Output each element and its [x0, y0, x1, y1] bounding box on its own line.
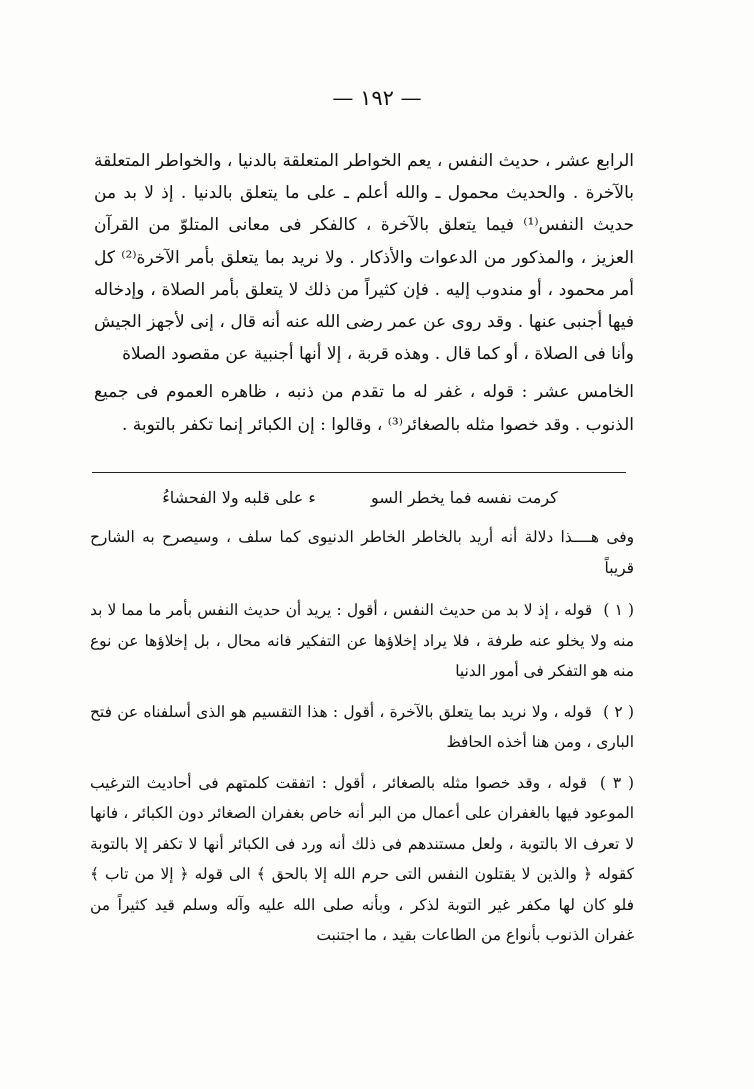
- footnote-marker: ( ١ ): [603, 601, 634, 619]
- page-number: — ١٩٢ —: [332, 86, 422, 110]
- footnote-intro: وفى هــــذا دلالة أنه أريد بالخاطر الخاطر الدنيوى كما سلف ، وسيصرح به الشارح قريباً: [90, 528, 634, 577]
- verse-hemistich-first: كرمت نفسه فما يخطر السو: [370, 488, 558, 507]
- footnote-item: [90, 768, 634, 951]
- footnote-item: [90, 595, 634, 687]
- footnote-marker: ( ٢ ): [603, 702, 634, 721]
- main-text: [94, 145, 634, 441]
- footnote-marker: ( ٣ ): [599, 773, 634, 792]
- footnotes-section: [90, 522, 634, 961]
- footnote-text: قوله ، إذ لا بد من حديث النفس ، أقول : يريد أن حديث النفس بأمر ما مما لا بد منه ولا يخلو عنه طرفة ، فلا يراد إخلاؤها عن التفكير فانه محال ، بل إخلاؤها عن نوع منه هو التفكر فى أمور الدنيا: [90, 601, 634, 680]
- paragraph-fifteenth: الخامس عشر : قوله ، غفر له ما تقدم من ذنبه ، ظاهره العموم فى جميع الذنوب . وقد خصوا مثله بالصغائر⁽³⁾ ، وقالوا : إن الكبائر إنما تكفر بالتوبة .: [94, 382, 634, 435]
- footnote-item: [90, 697, 634, 758]
- footnote-text: قوله ، وقد خصوا مثله بالصغائر ، أقول : اتفقت كلمتهم فى أحاديث الترغيب الموعود فيها بالغفران على أعمال من البر أنه خاص بغفران الصغائر دون الكبائر ، فانها لا تعرف الا بالتوبة ، ولعل مستندهم فى ذلك أنه ورد فى الكبائر أنها لا تكفر إلا بالتوبة كقوله ﴿ والذين لا يقتلون النفس التى حرم الله إلا بالحق ﴾ الى قوله ﴿ إلا من تاب ﴾ فلو كان لها مكفر غير التوبة لذكر ، وبأنه صلى الله عليه وآله وسلم قيد كثيراً من غفران الذنوب بأنواع من الطاعات بقيد ، ما اجتنبت: [90, 773, 634, 944]
- footnote-divider: [92, 472, 626, 473]
- paragraph-fourteenth: الرابع عشر ، حديث النفس ، يعم الخواطر المتعلقة بالدنيا ، والخواطر المتعلقة بالآخرة . والحديث محمول ـ والله أعلم ـ على ما يتعلق بالدنيا . إذ لا بد من حديث النفس⁽¹⁾ فيما يتعلق بالآخرة ، كالفكر فى معانى المتلوّ من القرآن العزيز ، والمذكور من الدعوات والأذكار . ولا نريد بما يتعلق بأمر الآخرة⁽²⁾ كل أمر محمود ، أو مندوب إليه . فإن كثيراً من ذلك لا يتعلق بأمر الصلاة ، وإدخاله فيها أجنبى عنها . وقد روى عن عمر رضى الله عنه أنه قال ، إنى لأجهز الجيش وأنا فى الصلاة ، أو كما قال . وهذه قربة ، إلا أنها أجنبية عن مقصود الصلاة: [94, 151, 634, 365]
- footnote-text: قوله ، ولا نريد بما يتعلق بالآخرة ، أقول : هذا التقسيم هو الذى أسلفناه عن فتح البارى ، ومن هنا أخذه الحافظ: [90, 702, 634, 751]
- verse-hemistich-second: ء على قلبه ولا الفحشاءُ: [162, 488, 316, 507]
- poetry-verse: [100, 484, 620, 512]
